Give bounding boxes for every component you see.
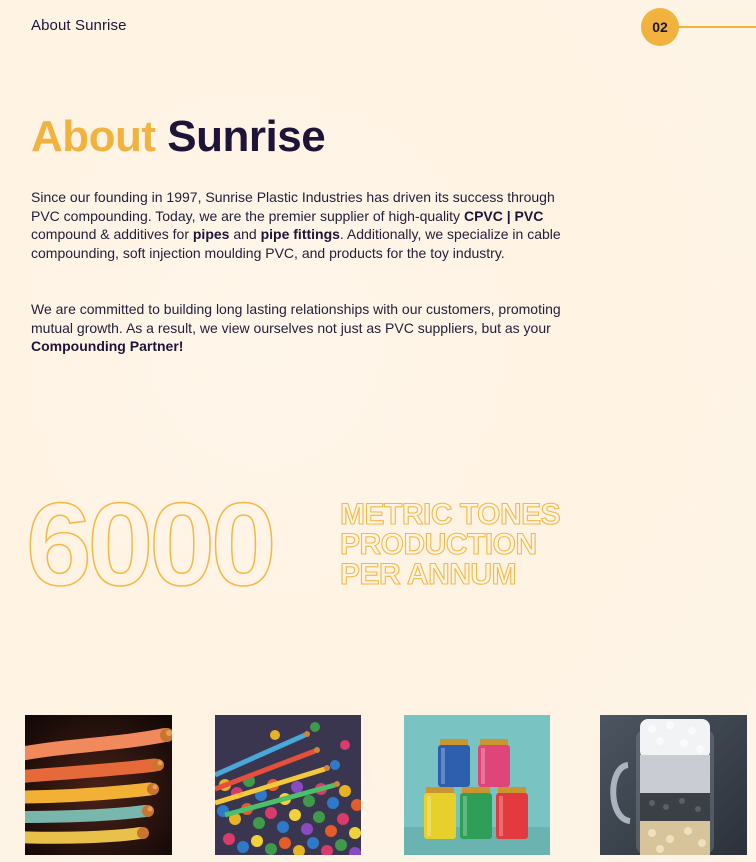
- intro-text-4: . Additionally, we specialize in cable compounding, soft injection moulding PVC, and products for the toy industry.: [31, 226, 561, 262]
- stat-label-line-2: PRODUCTION: [340, 528, 537, 561]
- header-title: About Sunrise: [31, 17, 127, 34]
- intro-bold-pipe-fittings: pipe fittings: [260, 226, 340, 243]
- commitment-paragraph: [31, 300, 571, 356]
- header-divider-line: [676, 26, 756, 28]
- production-stat-label: [340, 500, 560, 590]
- cables-photo: [25, 715, 172, 855]
- intro-text-2: compound & additives for: [31, 226, 193, 243]
- commitment-bold-partner: Compounding Partner!: [31, 338, 184, 355]
- intro-text-1: Since our founding in 1997, Sunrise Plastic Industries has driven its success through PVC compounding. Today, we are the premier supplier of high-quality: [31, 189, 555, 224]
- production-stat-value: 6000: [26, 479, 273, 611]
- layered-granule-jar-photo: [600, 715, 747, 855]
- page-number-badge: 02: [641, 8, 679, 46]
- granule-jars-photo: [404, 715, 550, 855]
- commitment-text: We are committed to building long lasting relationships with our customers, promoting mutual growth. As a result, we view ourselves not just as PVC suppliers, but as your: [31, 301, 561, 336]
- intro-bold-cpvc: CPVC | PVC: [463, 207, 544, 224]
- stat-label-line-1: METRIC TONES: [340, 498, 561, 531]
- granules-cables-photo: [215, 715, 361, 855]
- stat-label-line-3: PER ANNUM: [340, 558, 517, 591]
- intro-paragraph: [31, 188, 571, 263]
- intro-bold-pipes: pipes: [192, 226, 230, 243]
- page-title-accent: About: [31, 112, 156, 161]
- page-title-main: Sunrise: [167, 112, 326, 161]
- intro-text-3: and: [229, 226, 261, 243]
- page-title: [31, 111, 325, 163]
